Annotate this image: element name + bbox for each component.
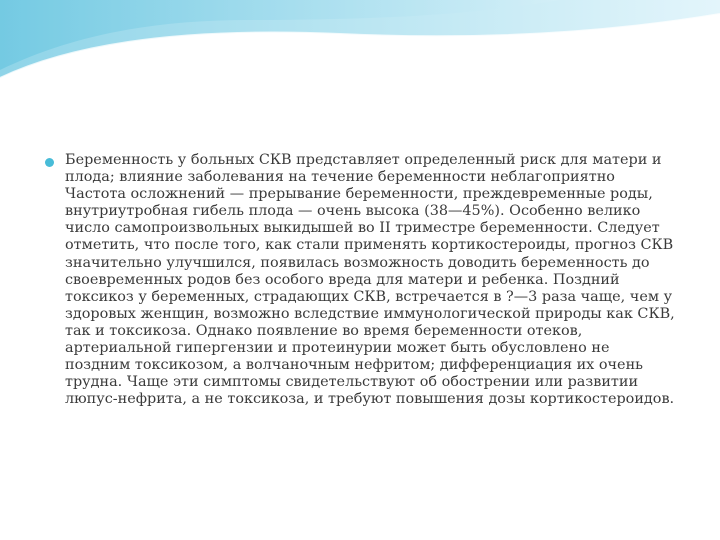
bullet-paragraph: Беременность у больных СКВ представляет определенный риск для матери и плода; влияние заболевания на течение беременности неблагоприятно Частота осложнений — прерывание беременности, преждевременные роды, внутриутробная гибель плода — очень высока (38—45%). Особенно велико число самопроизвольных выкидышей во II триместре беременности. Следует отметить, что после того, как стали применять кортикостероиды, прогноз СКВ значительно улучшился, появилась возможность доводить беременность до своевременных родов без особого вреда для матери и ребенка. Поздний токсикоз у беременных, страдающих СКВ, встречается в ?—3 раза чаще, чем у здоровых женщин, возможно вследствие иммунологической природы как СКВ, так и токсикоза. Однако появление во время беременности отеков, артериальной гипергензии и протеинурии может быть обусловлено не поздним токсикозом, а волчаночным нефритом; дифференциация их очень трудна. Чаще эти симптомы свидетельствуют об обострении или развитии люпус-нефрита, а не токсикоза, и требуют повышения дозы кортикостероидов. xyxy=(65,152,675,408)
bullet-item xyxy=(45,152,675,408)
header-wave-decoration xyxy=(0,0,720,110)
slide-body xyxy=(45,152,675,408)
circle-bullet-icon xyxy=(45,158,54,167)
